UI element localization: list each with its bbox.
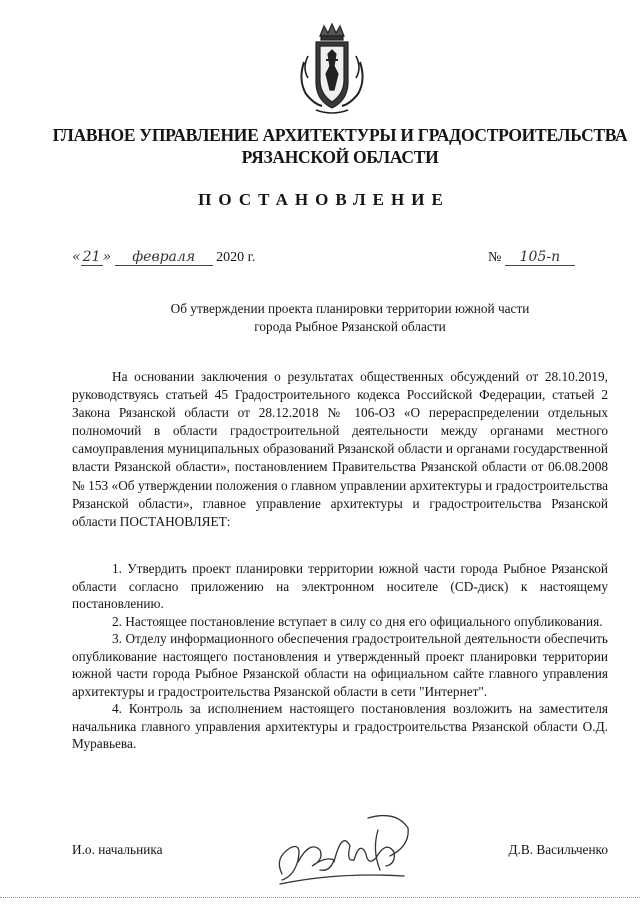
resolution-item-1: 1. Утвердить проект планировки территории южной части города Рыбное Рязанской области согласно приложению на электронном носителе (CD-диск) к настоящему постановлению. xyxy=(72,561,608,611)
organization-name xyxy=(40,124,640,168)
bottom-edge xyxy=(0,897,640,898)
date-month: февраля xyxy=(115,249,213,266)
document-number xyxy=(488,249,575,266)
subject-line-2: города Рыбное Рязанской области xyxy=(254,319,446,334)
date-year: 2020 г. xyxy=(216,250,256,265)
resolution-items xyxy=(72,560,608,753)
org-line-1: ГЛАВНОЕ УПРАВЛЕНИЕ АРХИТЕКТУРЫ И ГРАДОСТРОИТЕЛЬСТВА xyxy=(52,125,628,145)
date-day: 21 xyxy=(81,249,103,266)
resolution-item-3: 3. Отделу информационного обеспечения градостроительной деятельности обеспечить опубликование настоящего постановления и утвержденный проект планировки территории южной части города Рыбное Рязанской области на официальном сайте главного управления архитектуры и градостроительства Рязанской области в сети "Интернет". xyxy=(72,631,608,699)
signatory-name: Д.В. Васильченко xyxy=(508,842,608,857)
resolution-item-4: 4. Контроль за исполнением настоящего постановления возложить на заместителя начальника главного управления архитектуры и градостроительства Рязанской области О.Д. Муравьева. xyxy=(72,701,608,751)
org-line-2: РЯЗАНСКОЙ ОБЛАСТИ xyxy=(241,147,439,167)
date-close-quote: » xyxy=(102,249,112,265)
document-type: ПОСТАНОВЛЕНИЕ xyxy=(198,190,450,209)
subject-line-1: Об утверждении проекта планировки территории южной части xyxy=(170,301,530,316)
date-open-quote: « xyxy=(72,249,81,265)
number-label: № xyxy=(488,250,502,265)
handwritten-signature-icon xyxy=(268,800,418,890)
ryazan-coat-of-arms-icon xyxy=(296,20,368,116)
number-value: 105-п xyxy=(505,249,575,266)
preamble-paragraph: На основании заключения о результатах общественных обсуждений от 28.10.2019, руководствуясь статьей 45 Градостроительного кодекса Российской Федерации, статьей 2 Закона Рязанской области от 28.12.2018 № 106-ОЗ «О перераспределении отдельных полномочий в области градостроительной деятельности между органами местного самоуправления муниципальных образований Рязанской области и органами государственной власти Рязанской области», постановлением Правительства Рязанской области от 06.08.2008 № 153 «Об утверждении положения о главном управлении архитектуры и градостроительства Рязанской области», главное управление архитектуры и градостроительства Рязанской области ПОСТАНОВЛЯЕТ: xyxy=(72,369,608,529)
signatory-role: И.о. начальника xyxy=(72,842,163,857)
document-subject xyxy=(110,300,590,336)
document-date xyxy=(72,249,255,266)
resolution-item-2: 2. Настоящее постановление вступает в силу со дня его официального опубликования. xyxy=(112,613,603,629)
